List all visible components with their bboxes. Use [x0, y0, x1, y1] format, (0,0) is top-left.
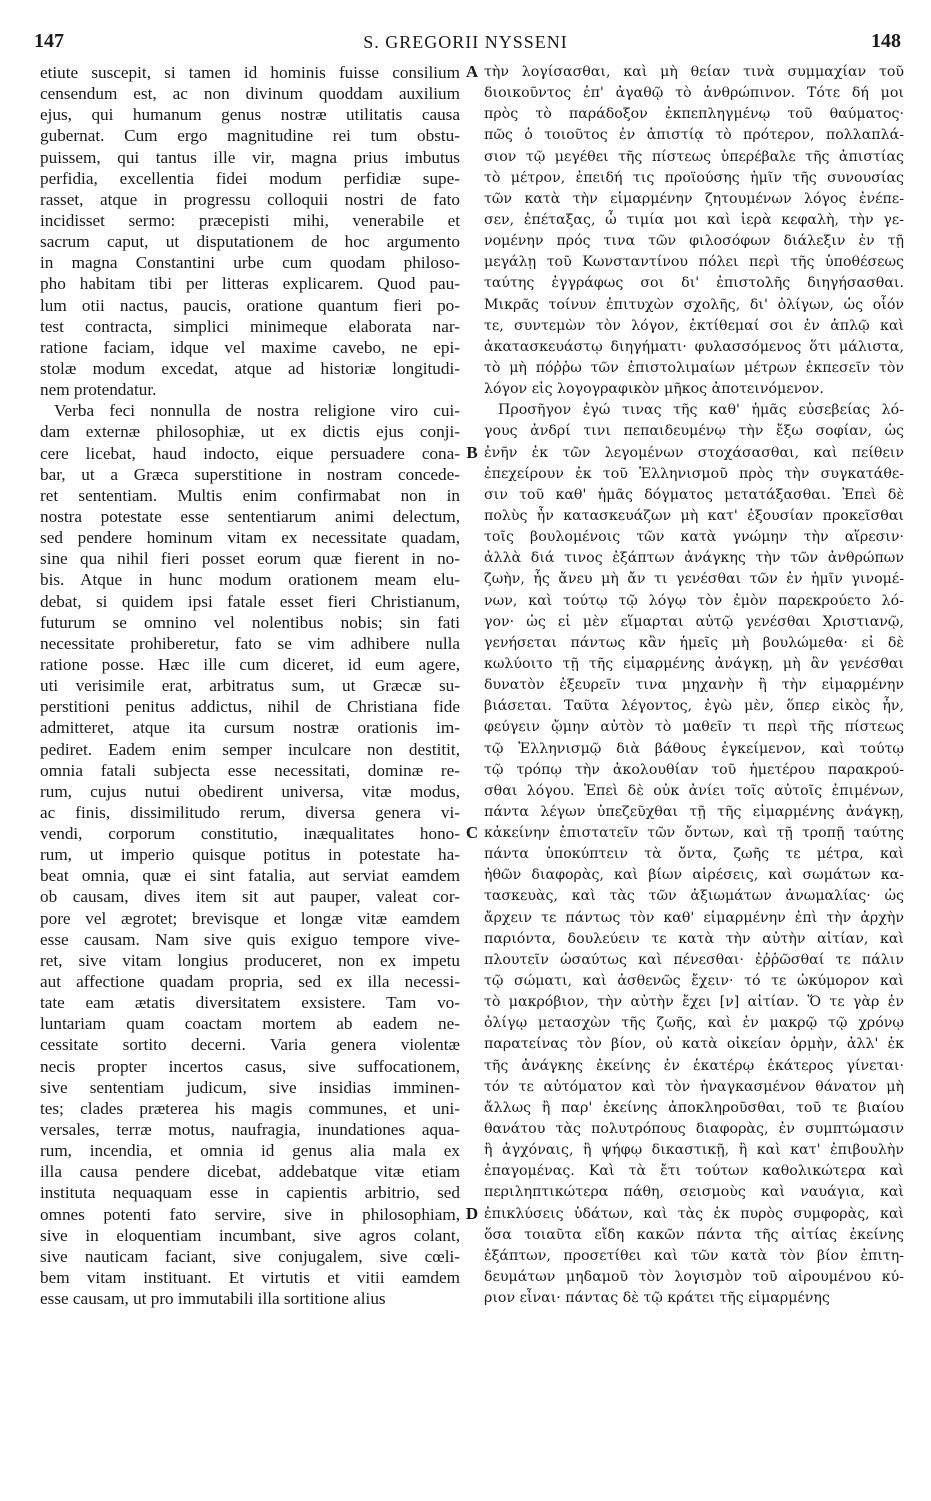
- text-line: aut affectione quadam propria, sed ex illa necessi-: [40, 972, 460, 992]
- text-line: versales, terræ motus, naufragia, inundationes aqua-: [40, 1120, 460, 1140]
- text-line: ταύτης ἐγγράφως σοι δι' ἐπιστολῆς διηγήσασθαι.: [484, 275, 904, 292]
- text-line: τοῖς βουλομένοις τῶν κατὰ γνώμην τὴν αἵρεσιν·: [484, 529, 904, 546]
- text-line: gubernat. Cum ergo magnitudine rei tum obstu-: [40, 126, 460, 146]
- text-line: perfidia, excellentia fidei modum perfidiæ supe-: [40, 168, 460, 188]
- text-line: test contracta, simplici minimeque elaborata nar-: [40, 316, 460, 336]
- text-line: σεν, ἐπέταξας, ὦ τιμία μοι καὶ ἱερὰ κεφαλὴ, τὴν γε-: [484, 211, 904, 228]
- page-number-left: 147: [34, 30, 64, 52]
- text-line: ac finis, dissimilitudo rerum, diversa genera vi-: [40, 802, 460, 822]
- text-line: etiute suscepit, si tamen id hominis fuisse consilium: [40, 63, 460, 82]
- text-line: lum otii nactus, paucis, oratione quantum fieri po-: [40, 295, 460, 315]
- text-line: τε, συντεμὼν τὸν λόγον, ἐκτίθεμαί σοι ἐν ἁπλῷ καὶ: [484, 317, 904, 334]
- text-line: θανάτου τὰς πολυτρόπους διαφορὰς, ἐν συμπτώμασιν: [484, 1121, 904, 1138]
- section-marker: A: [465, 62, 479, 81]
- text-line: σιον τῷ μεγέθει τῆς πίστεως ὑπερέβαλε τῆς ἀπιστίας: [484, 148, 904, 165]
- text-line: necis propter incertos casus, sive suffocationem,: [40, 1056, 460, 1076]
- text-line: ejus, qui humanum genus nostræ utilitatis causa: [40, 105, 460, 125]
- text-line: ἢ ἀγχόναις, ἢ ψήφῳ δικαστικῇ, ἢ καὶ κατ' ἐπιβουλὴν: [484, 1142, 904, 1159]
- text-line: ret sententiam. Multis enim confirmabat non in: [40, 485, 460, 505]
- text-line: σιν τοῦ καθ' ἡμᾶς δόγματος μετατάξασθαι. Ἐπεὶ δὲ: [484, 486, 904, 503]
- text-line: rum, incendia, et omnia id genus alia mala ex: [40, 1141, 460, 1161]
- text-line: δευμάτων μηδαμοῦ τὸν λογισμὸν τοῦ αἱρουμένου κύ-: [484, 1269, 904, 1286]
- text-line: rum, cujus nutui obedirent universa, vitæ modus,: [40, 781, 460, 801]
- text-line: instituta nequaquam esse in capientis arbitrio, sed: [40, 1183, 460, 1203]
- text-line: rum, ut imperio quisque potitus in potestate ha-: [40, 845, 460, 865]
- text-line: sive in eloquentiam incumbant, sive agros colant,: [40, 1225, 460, 1245]
- text-line: ἠθῶν διαφορὰς, καὶ βίων αἱρέσεις, καὶ σωμάτων κα-: [484, 867, 904, 884]
- text-line: παριόντα, δουλεύειν τε κατὰ τὴν αὐτὴν αἰτίαν, καὶ: [484, 930, 904, 947]
- text-line: γους ἀνδρί τινι πεπαιδευμένῳ τὴν ἔξω σοφίαν, ὡς: [484, 423, 904, 440]
- text-line: ἐπαγομένας. Καὶ τὰ ἔτι τούτων καθολικώτερα καὶ: [484, 1163, 904, 1180]
- text-line: δυνατὸν ἐξευρεῖν τινα μηχανὴν ἢ τὴν εἱμαρμένην: [484, 677, 904, 694]
- text-line: τὸ μακρόβιον, τὴν αὐτὴν ἔχει [ν] αἰτίαν. Ὅ τε γὰρ ἐν: [484, 994, 904, 1011]
- text-line: nem protendatur.: [40, 380, 157, 400]
- text-line: bis. Atque in hunc modum orationem meam elu-: [40, 570, 460, 590]
- text-line: ret, sive vitam longius produceret, non ex impetu: [40, 950, 460, 970]
- text-line: φεύγειν ᾤμην αὐτὸν τὸ μαθεῖν τι περὶ τῆς πίστεως: [484, 719, 904, 736]
- text-line: sacrum caput, ut disputationem de hoc argumento: [40, 232, 460, 252]
- text-line: perstitioni penitus addictus, nihil de Christiana fide: [40, 697, 460, 717]
- text-line: ἄλλως ἢ παρ' ἐκείνης ἀποκληροῦσθαι, τοῦ τε βιαίου: [484, 1099, 904, 1116]
- text-line: γενήσεται πάντως κἂν ἡμεῖς μὴ βουλώμεθα· εἰ δὲ: [484, 634, 904, 651]
- text-line: sine qua nihil fieri posset eorum quæ fierent in no-: [40, 549, 460, 569]
- text-line: τῷ Ἑλληνισμῷ διὰ βάθους ἐγκείμενον, καὶ τούτῳ: [484, 740, 904, 757]
- text-line: κωλύοιτο τῇ τῆς εἱμαρμένης ἀνάγκῃ, μὴ ἂν γενέσθαι: [484, 655, 904, 672]
- text-line: omnia fatali subjecta esse necessitati, dominæ re-: [40, 760, 460, 780]
- text-line: τὴν λογίσασθαι, καὶ μὴ θείαν τινὰ συμμαχίαν τοῦ: [484, 64, 904, 80]
- text-line: in magna Constantini urbe cum quodam philoso-: [40, 253, 460, 273]
- running-title: S. GREGORII NYSSENI: [363, 32, 568, 52]
- text-line: διοικοῦντος ἐπ' ἀγαθῷ τὸ ἀνθρώπινον. Τότε δή μοι: [484, 85, 904, 102]
- text-line: sed pendere hominum vitam ex necessitate quadam,: [40, 528, 460, 548]
- text-line: ἐπικλύσεις ὑδάτων, καὶ τὰς ἐκ πυρὸς συμφορὰς, καὶ: [484, 1205, 904, 1222]
- text-line: esse causam, ut pro immutabili illa sortitione alius: [40, 1289, 386, 1309]
- text-line: γον· ὡς εἰ μὲν εἵμαρται αὐτῷ γενέσθαι Χριστιανῷ,: [484, 613, 904, 630]
- text-line: pho habitam tibi per litteras explicarem. Quod pau-: [40, 274, 460, 294]
- text-line: ἐνῆν ἐκ τῶν λεγομένων στοχάσασθαι, καὶ πείθειν: [484, 444, 904, 461]
- text-line: necessitate prohiberetur, fato se vim adhibere nulla: [40, 633, 460, 653]
- text-line: πάντα λέγων ὑπεζεῦχθαι τῇ τῆς εἱμαρμένης ἀνάγκῃ,: [484, 803, 904, 820]
- text-line: τῶν κατὰ τὴν εἱμαρμένην ζητουμένων λόγος ἐνέπε-: [484, 190, 904, 207]
- text-line: Προσῆγον ἐγώ τινας τῆς καθ' ἡμᾶς εὐσεβείας λό-: [498, 402, 904, 419]
- text-line: τόν τε αὐτόματον καὶ τὸν ἠναγκασμένον θάνατον μὴ: [484, 1078, 904, 1095]
- text-line: ζωὴν, ἧς ἄνευ μὴ ἄν τι γενέσθαι τῶν ἐν ἡμῖν γινομέ-: [484, 571, 904, 588]
- text-line: Μικρᾶς τοίνυν ἐπιτυχὼν σχολῆς, δι' ὀλίγων, ὡς οἷόν: [484, 296, 904, 313]
- text-line: παρατείνας τὸν βίον, οὐ κατὰ οἰκείαν ὁρμὴν, ἀλλ' ἐκ: [484, 1036, 904, 1053]
- text-line: dam externæ philosophiæ, ut ex dictis ejus conji-: [40, 422, 460, 442]
- text-line: λόγον εἰς λογογραφικὸν μῆκος ἀποτεινόμενον.: [484, 381, 824, 398]
- text-line: vendi, corporum constitutio, inæqualitates hono-: [40, 824, 460, 844]
- text-line: νων, καὶ τούτῳ τῷ λόγῳ τὸν ἐμὸν παρεκρούετο λό-: [484, 592, 904, 609]
- text-line: ἄρχειν τε πάντως τὸν καθ' εἱμαρμένην ἐπὶ τὴν ἀρχὴν: [484, 909, 904, 926]
- text-line: μεγάλῃ τοῦ Κωνσταντίνου πόλει περὶ τῆς ὑποθέσεως: [484, 254, 904, 271]
- text-line: nostra potestate esse sententiarum animi delectum,: [40, 506, 460, 526]
- text-line: beat omnia, quæ ei sint fatalia, aut serviat eamdem: [40, 866, 460, 886]
- text-line: τῷ τρόπῳ τὴν ἀκολουθίαν τοῦ ἡμετέρου παρακρού-: [484, 761, 904, 778]
- text-line: ratione posse. Hæc ille cum diceret, id eum agere,: [40, 654, 460, 674]
- text-line: ἀλλὰ διά τινος ἐξάπτων ἀνάγκης τὴν τῶν ἀνθρώπων: [484, 550, 904, 567]
- text-line: sive sententiam judicum, sive insidias imminen-: [40, 1077, 460, 1097]
- text-line: tate eam ætatis diversitatem exsistere. Tam vo-: [40, 993, 460, 1013]
- text-line: ἐξάπτων, προσετίθει καὶ τῶν κατὰ τὸν βίον ἐπιτη-: [484, 1247, 904, 1264]
- text-line: admitteret, atque ita cursum nostræ orationis im-: [40, 718, 460, 738]
- text-line: κἀκείνην ἐπιστατεῖν τῶν ὄντων, καὶ τῇ τροπῇ ταύτης: [484, 825, 904, 842]
- text-line: cessitate sortito decerni. Varia genera violentæ: [40, 1035, 460, 1055]
- text-line: πολὺς ἦν κατασκευάζων μὴ κατ' ἐξουσίαν προκεῖσθαι: [484, 507, 904, 524]
- latin-column: [40, 62, 460, 1492]
- text-line: futurum se omnino vel nolentibus nobis; sin fati: [40, 612, 460, 632]
- text-line: illa causa pendere dicebat, addebatque vitæ etiam: [40, 1162, 460, 1182]
- text-line: stolæ modum excedat, atque ad historiæ longitudi-: [40, 358, 460, 378]
- text-line: ριον εἶναι· πάντας δὲ τῷ κράτει τῆς εἱμαρμένης: [484, 1290, 830, 1307]
- text-line: πάντα ὑποκύπτειν τὰ ὄντα, ζωῆς τε μέτρα, καὶ: [484, 846, 904, 863]
- text-line: ἐπεχείρουν ἐκ τοῦ Ἑλληνισμοῦ πρὸς τὴν συγκατάθε-: [484, 465, 904, 482]
- text-line: νομένην πρός τινα τῶν φιλοσόφων διάλεξιν ἐν τῇ: [484, 233, 904, 250]
- text-line: τασκευὰς, καὶ τὰς τῶν ἀξιωμάτων ἀνωμαλίας· ὡς: [484, 888, 904, 905]
- page-header: [0, 30, 931, 58]
- text-line: debat, si quidem ipsi fatale esset fieri Christianum,: [40, 591, 460, 611]
- greek-column: [484, 62, 904, 1492]
- text-line: πλουτεῖν ὡσαύτως καὶ πένεσθαι· ἐῤῥῶσθαί τε πάλιν: [484, 951, 904, 968]
- text-line: τὸ μὴ πόῤῥω τῶν ἐπιστολιμαίων μέτρων ἐκπεσεῖν τὸν: [484, 359, 904, 376]
- text-line: bem vitam instituant. Et virtutis et vitii eamdem: [40, 1268, 460, 1288]
- text-line: βιάσεται. Ταῦτα λέγοντος, ἐγὼ μὲν, ὅπερ εἰκὸς ἦν,: [484, 698, 904, 715]
- text-line: omnes potenti fato servire, sive in philosophiam,: [40, 1204, 460, 1224]
- text-line: censendum est, ac non divinum quoddam auxilium: [40, 84, 460, 104]
- text-line: τῷ σώματι, καὶ ἀσθενῶς ἔχειν· τό τε ὠκύμορον καὶ: [484, 973, 904, 990]
- text-line: tes; clades præterea his magis communes, et uni-: [40, 1098, 460, 1118]
- text-line: cere licebat, haud indocto, eique persuadere cona-: [40, 443, 460, 463]
- text-line: Verba feci nonnulla de nostra religione viro cui-: [54, 401, 460, 421]
- section-marker: B: [466, 442, 478, 462]
- text-line: pore vel ægrotet; brevisque et longæ vitæ eamdem: [40, 908, 460, 928]
- text-line: bar, ut a Græca superstitione in nostram concede-: [40, 464, 460, 484]
- text-line: περιληπτικώτερα πάθη, σεισμοὺς καὶ ναυάγια, καὶ: [484, 1184, 904, 1201]
- section-marker: D: [465, 1204, 479, 1224]
- text-line: τὸ μέτρον, ἐπειδή τις προϊούσης ἡμῖν τῆς συνουσίας: [484, 169, 904, 186]
- text-line: τῆς ἀνάγκης ἐκείνης ἐν ἑκατέρῳ ἑκάτερος γίνεται·: [484, 1057, 904, 1074]
- text-line: sive nauticam faciant, sive conjugalem, sive cœli-: [40, 1246, 460, 1266]
- page-number-right: 148: [871, 30, 901, 52]
- text-line: luntariam quam coactam mortem ab eadem ne-: [40, 1014, 460, 1034]
- text-line: rasset, atque in progressu colloquii nostri de fato: [40, 189, 460, 209]
- text-line: puissem, qui tantus ille vir, magna prius imbutus: [40, 147, 460, 167]
- text-line: incidisset sermo: præcepisti mihi, venerabile et: [40, 210, 460, 230]
- text-line: πῶς ὁ τοιοῦτος ἐν ἀπιστίᾳ τὸ πρότερον, πολλαπλά-: [484, 127, 904, 144]
- text-line: esse causam. Nam sive quis exiguo tempore vive-: [40, 929, 460, 949]
- text-line: ὀλίγῳ μετασχὼν τῆς ζωῆς, καὶ ἐν μακρῷ τῷ χρόνῳ: [484, 1015, 904, 1032]
- text-line: ratione faciam, idque vel maxime cavebo, ne epi-: [40, 337, 460, 357]
- text-line: ὅσα τοιαῦτα εἴδη κακῶν πάντα τῆς αἰτίας ἐκείνης: [484, 1226, 904, 1243]
- text-line: pediret. Eadem enim semper inculcare non destitit,: [40, 739, 460, 759]
- text-line: uti verisimile erat, arbitratus sum, ut Græcæ su-: [40, 676, 460, 696]
- text-line: ob causam, dives item sit aut pauper, valeat cor-: [40, 887, 460, 907]
- text-line: πρὸς τὸ παράδοξον ἐκπεπληγμένῳ τοῦ θαύματος·: [484, 106, 904, 123]
- text-line: ἀκατασκευάστῳ διηγήματι· φυλασσόμενος ὅτι μάλιστα,: [484, 338, 904, 355]
- text-line: σθαι λόγου. Ἐπεὶ δὲ οὐκ ἀνίει τοῖς αὐτοῖς ἐπιμένων,: [484, 782, 904, 799]
- section-marker: C: [465, 823, 479, 843]
